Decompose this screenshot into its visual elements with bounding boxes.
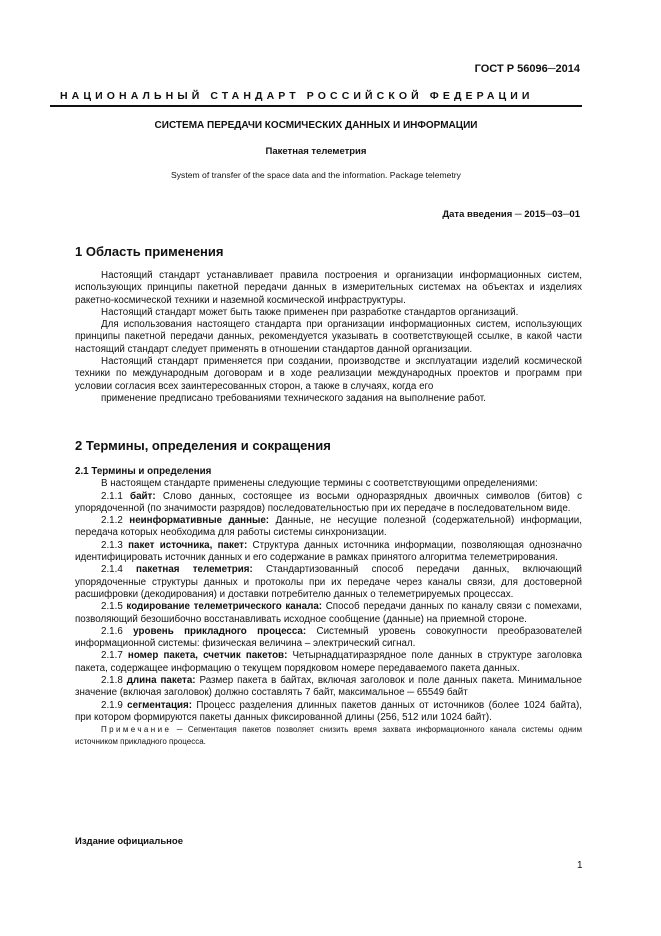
introduction-date: Дата введения ─ 2015─03─01 [442, 209, 580, 220]
subsection-heading: 2.1 Термины и определения [75, 466, 212, 477]
paragraph: Настоящий стандарт применяется при создании, производстве и эксплуатации изделий космической техники по международным договорам и в ходе реализации международных проектов и программ при условии согласия всех заинтересованных сторон, а также в случаях, когда его [75, 356, 582, 392]
national-standard-banner: НАЦИОНАЛЬНЫЙ СТАНДАРТ РОССИЙСКОЙ ФЕДЕРАЦИИ [60, 90, 534, 102]
term-entry: 2.1.9 сегментация: Процесс разделения длинных пакетов данных от источников (более 1024 байта), при котором формируются пакеты данных фиксированной длины (256, 512 или 1024 байт). [75, 699, 582, 723]
paragraph: применение предписано требованиями технического задания на выполнение работ. [101, 392, 486, 404]
term-entry: 2.1.2 неинформативные данные: Данные, не несущие полезной (содержательной) информации, передача которых необходима для работы системы синхронизации. [75, 515, 582, 539]
note-text: ─ Сегментация пакетов позволяет снизить время захвата информационного канала системы одним источником прикладного процесса. [75, 725, 582, 746]
term-entry: 2.1.6 уровень прикладного процесса: Системный уровень совокупности преобразователей информационной системы: физическая величина – электрический сигнал. [75, 625, 582, 650]
header-rule [50, 105, 582, 107]
paragraph: Настоящий стандарт устанавливает правила построения и организации информационных систем, использующих принципы пакетной передачи данных в измерительных системах на объектах и изделиях ракетно-космической техники и наземной космической инфраструктуры. [75, 270, 582, 306]
paragraph: Настоящий стандарт может быть также применен при разработке стандартов организаций. [101, 306, 519, 318]
paragraph: Для использования настоящего стандарта при организации информационных систем, использующих принципы пакетной передачи данных, рекомендуется указывать в соответствующей ссылке, в какой части настоящий стандарт следует применять в отношении стандартов данной организации. [75, 319, 582, 355]
term-entry: 2.1.4 пакетная телеметрия: Стандартизованный способ передачи данных, включающий упорядоченные структуры данных и протоколы при их передаче через каналы связи, для достоверной расшифровки (декодирования) и доставки потребителю данных о телеметрируемых процессах. [75, 564, 582, 600]
section-2-body [75, 466, 582, 747]
term-entry: 2.1.5 кодирование телеметрического канала: Способ передачи данных по каналу связи с помехами, позволяющий безошибочно восстанавливать исходное сообщение (данные) на приемной стороне. [75, 601, 582, 625]
section-2-heading: 2 Термины, определения и сокращения [75, 438, 331, 453]
section-1-body [75, 270, 582, 405]
term-entry: 2.1.7 номер пакета, счетчик пакетов: Четырнадцатиразрядное поле данных в структуре заголовка пакета, содержащее информацию о текущем порядковом номере передаваемого пакета данных. [75, 650, 582, 674]
document-title: СИСТЕМА ПЕРЕДАЧИ КОСМИЧЕСКИХ ДАННЫХ И ИНФОРМАЦИИ [154, 120, 478, 131]
english-title: System of transfer of the space data and the information. Package telemetry [171, 170, 461, 180]
section-1-heading: 1 Область применения [75, 244, 224, 259]
note-label: Примечание [101, 725, 172, 735]
term-entry: 2.1.8 длина пакета: Размер пакета в байтах, включая заголовок и поле данных пакета. Минимальное значение (включая заголовок) должно составлять 7 байт, максимальное ─ 65549 байт [75, 675, 582, 699]
intro-paragraph: В настоящем стандарте применены следующие термины с соответствующими определениями: [101, 478, 538, 490]
standard-number: ГОСТ Р 56096─2014 [474, 63, 580, 75]
page-number: 1 [577, 860, 583, 871]
note [75, 724, 582, 747]
term-entry: 2.1.3 пакет источника, пакет: Структура данных источника информации, позволяющая однозначно идентифицировать источник данных и его содержание в рамках принятого алгоритма телеметрирования. [75, 539, 582, 564]
document-subtitle: Пакетная телеметрия [265, 146, 367, 157]
official-edition-label: Издание официальное [75, 836, 183, 847]
term-entry: 2.1.1 байт: Слово данных, состоящее из восьми одноразрядных двоичных символов (битов) с упорядоченной (по значимости разрядов) последовательностью при их передаче в последовательном виде. [75, 490, 582, 514]
